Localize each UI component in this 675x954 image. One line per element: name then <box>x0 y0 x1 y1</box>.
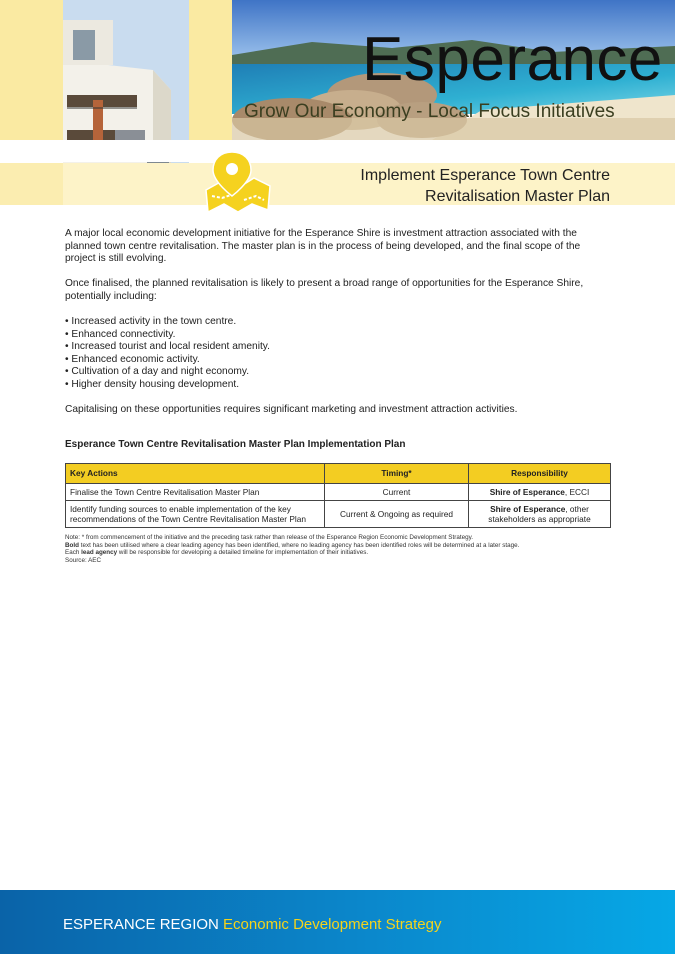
white-band <box>0 140 675 162</box>
table-notes <box>65 534 610 565</box>
note-timing: Note: * from commencement of the initiative and the preceding task rather than release of the Esperance Region Economic Development Strategy. <box>65 533 473 541</box>
map-pin-icon <box>204 150 272 214</box>
list-item: • Enhanced economic activity. <box>65 353 200 365</box>
cell-responsibility <box>469 500 611 527</box>
footer-strategy: Economic Development Strategy <box>223 916 442 933</box>
banner-subtitle: Grow Our Economy - Local Focus Initiatives <box>244 101 615 122</box>
note-source: Source: AEC <box>65 556 102 564</box>
responsibility-lead: Shire of Esperance <box>489 486 565 497</box>
note-lead-pre: Each <box>65 549 82 557</box>
list-item: • Increased activity in the town centre. <box>65 315 237 327</box>
yellow-panel-mid <box>189 0 232 140</box>
note-lead-agency <box>65 549 610 557</box>
intro-paragraph: A major local economic development initiative for the Esperance Shire is investment attraction associated with the planned town centre revitalisation. The master plan is in the process of being developed, and the final scope of the project is still evolving. <box>65 228 581 265</box>
opportunities-paragraph: Once finalised, the planned revitalisation is likely to present a broad range of opportunities for the Esperance Shire, potentially including: <box>65 278 584 302</box>
table-row <box>66 500 611 527</box>
cell-timing: Current <box>325 483 469 500</box>
section-title-line2: Revitalisation Master Plan <box>425 188 610 205</box>
cell-timing: Current & Ongoing as required <box>325 500 469 527</box>
note-lead-bold: lead agency <box>81 549 118 557</box>
list-item: • Increased tourist and local resident amenity. <box>65 341 270 353</box>
header-responsibility: Responsibility <box>469 464 611 484</box>
list-item: • Enhanced connectivity. <box>65 328 176 340</box>
note-bold-word: Bold <box>65 541 79 549</box>
header-timing: Timing* <box>325 464 469 484</box>
opportunities-list <box>65 316 610 392</box>
note-lead-text: will be responsible for developing a detailed timeline for implementation of their initiatives. <box>117 549 369 557</box>
list-item: • Higher density housing development. <box>65 378 240 390</box>
page-banner-title: Esperance <box>362 25 663 94</box>
cell-responsibility <box>469 483 611 500</box>
header-banner <box>0 0 675 215</box>
list-item: • Cultivation of a day and night economy. <box>65 366 250 378</box>
footer-region: ESPERANCE REGION <box>63 916 224 933</box>
yellow-panel-left <box>0 0 63 140</box>
responsibility-other: , other stakeholders as appropriate <box>488 503 591 524</box>
section-title-line1: Implement Esperance Town Centre <box>360 167 610 184</box>
footer-title <box>63 916 441 933</box>
cell-action: Finalise the Town Centre Revitalisation Master Plan <box>66 483 325 500</box>
note-bold-text: text has been utilised where a clear leading agency has been identified, where no leading agency has been identified roles will be determined at a later stage. <box>79 541 520 549</box>
responsibility-lead: Shire of Esperance <box>490 503 566 514</box>
implementation-table <box>65 463 611 528</box>
title-band-left <box>0 163 63 205</box>
main-content <box>65 228 610 565</box>
note-bold <box>65 542 610 550</box>
header-key-actions: Key Actions <box>66 464 325 484</box>
table-title: Esperance Town Centre Revitalisation Master Plan Implementation Plan <box>65 438 406 450</box>
table-row <box>66 483 611 500</box>
section-title <box>360 165 610 207</box>
table-header-row <box>66 464 611 484</box>
cell-action: Identify funding sources to enable implementation of the key recommendations of the Town Centre Revitalisation Master Plan <box>66 500 325 527</box>
responsibility-other: , ECCI <box>564 486 590 497</box>
closing-paragraph: Capitalising on these opportunities requires significant marketing and investment attraction activities. <box>65 404 518 416</box>
